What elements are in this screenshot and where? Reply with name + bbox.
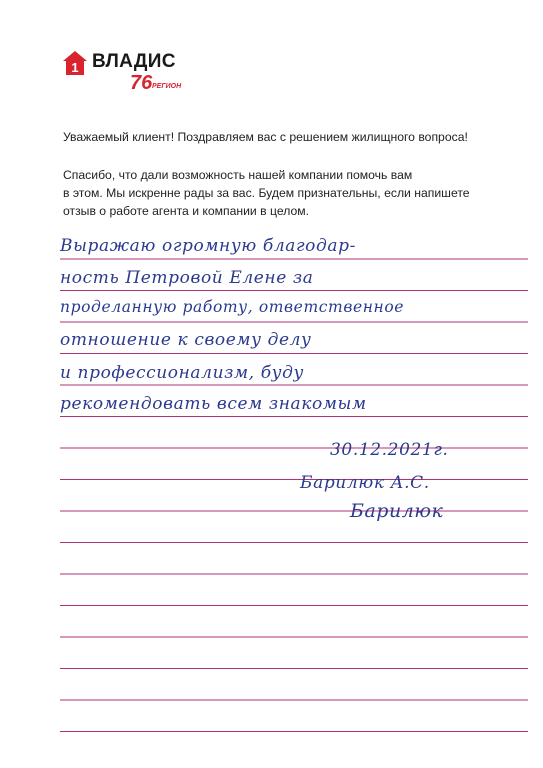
handwritten-line: и профессионализм, буду bbox=[60, 363, 304, 383]
handwritten-date: 30.12.2021г. bbox=[330, 440, 449, 460]
handwritten-line: Выражаю огромную благодар- bbox=[60, 236, 356, 256]
logo-region-number: 76 bbox=[130, 72, 153, 94]
greeting-text: Уважаемый клиент! Поздравляем вас с решением жилищного вопроса! bbox=[63, 130, 468, 144]
intro-line: Спасибо, что дали возможность нашей компании помочь вам bbox=[63, 168, 413, 182]
intro-line: отзыв о работе агента и компании в целом. bbox=[63, 204, 309, 218]
handwritten-line: отношение к своему делу bbox=[60, 330, 312, 350]
intro-line: в этом. Мы искренне рады за вас. Будем признательны, если напишете bbox=[63, 186, 470, 200]
handwritten-signature: Барилюк bbox=[350, 500, 444, 522]
handwritten-line: ность Петровой Елене за bbox=[60, 268, 314, 288]
handwritten-line: рекомендовать всем знакомым bbox=[60, 394, 367, 414]
logo-region-word: РЕГИОН bbox=[152, 83, 182, 90]
logo-company-name: ВЛАДИС bbox=[92, 51, 176, 72]
handwritten-signature-name: Барилюк А.С. bbox=[300, 473, 430, 493]
handwritten-line: проделанную работу, ответственное bbox=[60, 298, 405, 316]
svg-text:1: 1 bbox=[71, 60, 79, 75]
